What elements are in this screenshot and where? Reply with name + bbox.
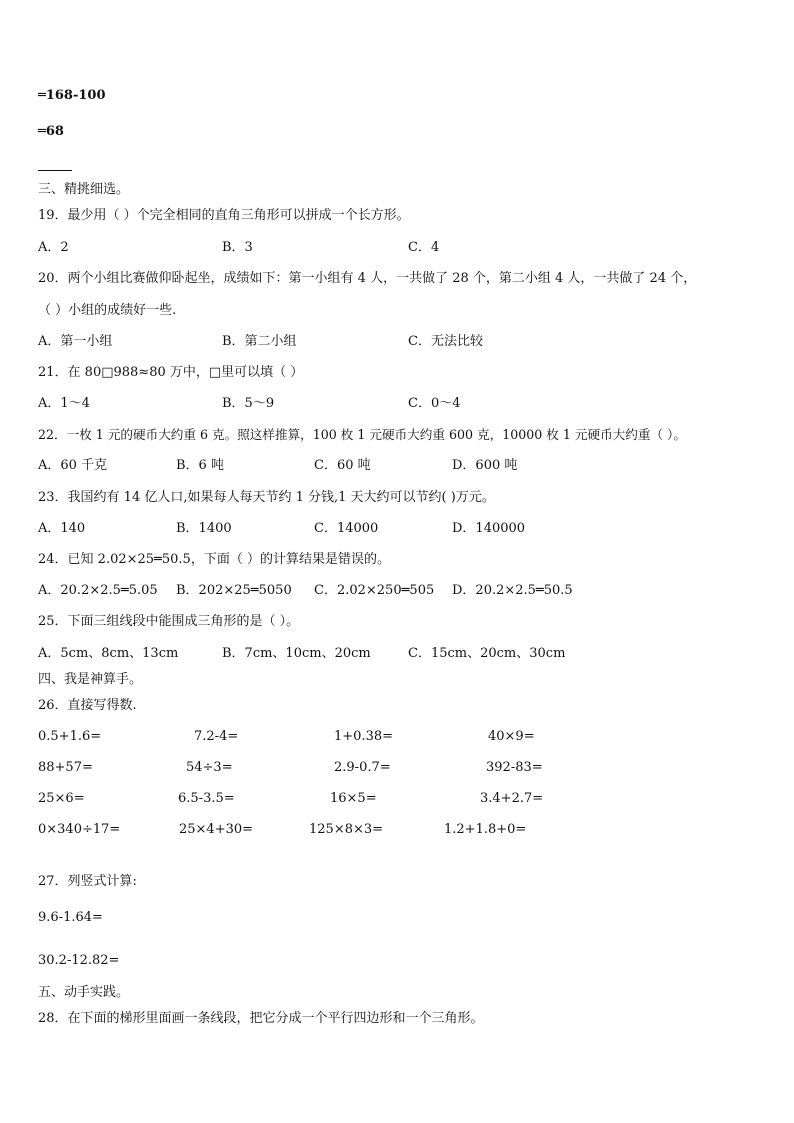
question-28-stem: 28．在下面的梯形里面画一条线段，把它分成一个平行四边形和一个三角形。: [38, 1011, 484, 1026]
question-19-stem: 19．最少用（ ）个完全相同的直角三角形可以拼成一个长方形。: [38, 208, 410, 223]
mental-math-item: 88+57=: [38, 760, 93, 775]
mental-math-item: 0.5+1.6=: [38, 729, 102, 744]
mental-math-item: 3.4+2.7=: [480, 791, 544, 806]
mental-math-item: 0×340÷17=: [38, 822, 121, 837]
question-22-option-d[interactable]: D．600 吨: [452, 458, 518, 473]
question-21-option-c[interactable]: C．0～4: [408, 396, 461, 411]
question-25-option-b[interactable]: B．7cm、10cm、20cm: [222, 646, 371, 661]
question-27-stem: 27．列竖式计算:: [38, 874, 137, 889]
question-21-option-b[interactable]: B．5～9: [222, 396, 275, 411]
question-25-option-a[interactable]: A．5cm、8cm、13cm: [38, 646, 179, 661]
question-22-stem: 22．一枚 1 元的硬币大约重 6 克。照这样推算，100 枚 1 元硬币大约重 600 克，10000 枚 1 元硬币大约重（ ）。: [38, 427, 686, 442]
question-23-option-c[interactable]: C．14000: [314, 521, 379, 536]
question-20-stem: 20．两个小组比赛做仰卧起坐，成绩如下：第一小组有 4 人，一共做了 28 个，第二小组 4 人，一共做了 24 个，: [38, 271, 697, 286]
vertical-calc-item: 9.6-1.64=: [38, 910, 103, 925]
question-24-option-c[interactable]: C．2.02×250═505: [314, 583, 435, 598]
mental-math-item: 40×9=: [488, 729, 535, 744]
section-4-title: 四、我是神算手。: [38, 672, 143, 687]
question-20-option-a[interactable]: A．第一小组: [38, 334, 113, 349]
question-23-option-a[interactable]: A．140: [38, 521, 86, 536]
question-22-option-c[interactable]: C．60 吨: [314, 458, 371, 473]
question-19-option-a[interactable]: A．2: [38, 240, 69, 255]
mental-math-item: 54÷3=: [186, 760, 233, 775]
mental-math-item: 6.5-3.5=: [178, 791, 235, 806]
vertical-calc-item: 30.2-12.82=: [38, 953, 120, 968]
question-26-stem: 26．直接写得数.: [38, 698, 137, 713]
mental-math-item: 7.2-4=: [194, 729, 239, 744]
mental-math-item: 25×4+30=: [179, 822, 254, 837]
answer-underline: [38, 170, 72, 171]
mental-math-item: 2.9-0.7=: [334, 760, 391, 775]
question-24-option-a[interactable]: A．20.2×2.5═5.05: [38, 583, 158, 598]
mental-math-item: 16×5=: [330, 791, 377, 806]
mental-math-item: 392-83=: [486, 760, 543, 775]
question-20-option-b[interactable]: B．第二小组: [222, 334, 297, 349]
question-25-stem: 25．下面三组线段中能围成三角形的是（ ）。: [38, 614, 300, 629]
question-20-stem-continued: （ ）小组的成绩好一些.: [38, 303, 177, 318]
question-22-option-a[interactable]: A．60 千克: [38, 458, 108, 473]
question-20-option-c[interactable]: C．无法比较: [408, 334, 483, 349]
question-24-option-b[interactable]: B．202×25═5050: [176, 583, 292, 598]
question-23-option-d[interactable]: D．140000: [452, 521, 526, 536]
section-3-title: 三、精挑细选。: [38, 182, 130, 197]
question-25-option-c[interactable]: C．15cm、20cm、30cm: [408, 646, 566, 661]
question-24-option-d[interactable]: D．20.2×2.5═50.5: [452, 583, 573, 598]
question-23-stem: 23．我国约有 14 亿人口,如果每人每天节约 1 分钱,1 天大约可以节约( )万元。: [38, 490, 495, 505]
question-21-option-a[interactable]: A．1～4: [38, 396, 90, 411]
mental-math-item: 125×8×3=: [309, 822, 384, 837]
section-5-title: 五、动手实践。: [38, 985, 130, 1000]
mental-math-item: 25×6=: [38, 791, 85, 806]
question-24-stem: 24．已知 2.02×25═50.5，下面（ ）的计算结果是错误的。: [38, 552, 390, 567]
mental-math-item: 1.2+1.8+0=: [444, 822, 527, 837]
question-23-option-b[interactable]: B．1400: [176, 521, 232, 536]
calc-step-line: ═168-100: [38, 88, 106, 103]
question-19-option-b[interactable]: B．3: [222, 240, 253, 255]
calc-result-line: ═68: [38, 124, 64, 139]
question-22-option-b[interactable]: B．6 吨: [176, 458, 224, 473]
question-21-stem: 21．在 80□988≈80 万中，□里可以填（ ）: [38, 365, 304, 380]
question-19-option-c[interactable]: C．4: [408, 240, 440, 255]
mental-math-item: 1+0.38=: [334, 729, 394, 744]
